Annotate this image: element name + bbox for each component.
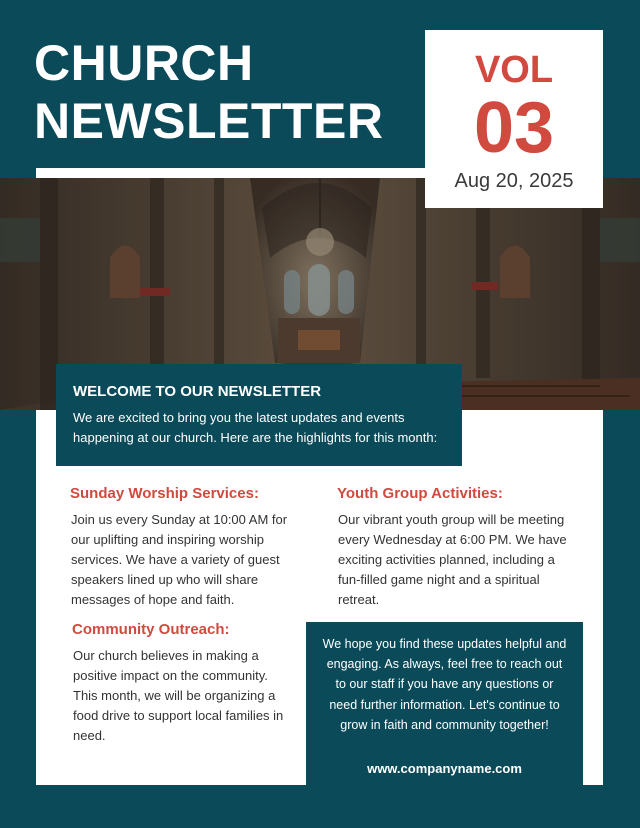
closing-message: We hope you find these updates helpful and engaging. As always, feel free to reach out to our staff if you have any questions or need further information. Let's continue to grow in faith and community together! bbox=[322, 637, 567, 732]
header-divider-edge bbox=[0, 168, 36, 178]
title-line-1: CHURCH bbox=[34, 35, 254, 91]
worship-heading: Sunday Worship Services: bbox=[70, 485, 259, 502]
welcome-box bbox=[56, 364, 462, 466]
title-line-2: NEWSLETTER bbox=[34, 93, 384, 149]
welcome-body: We are excited to bring you the latest updates and events happening at our church. Here are the highlights for this month: bbox=[73, 410, 438, 445]
welcome-heading: WELCOME TO OUR NEWSLETTER bbox=[73, 383, 322, 400]
volume-label: VOL bbox=[474, 49, 554, 91]
outreach-body: Our church believes in making a positive impact on the community. This month, we will be organizing a food drive to support local families in need. bbox=[73, 648, 284, 743]
website-link[interactable]: www.companyname.com bbox=[367, 761, 522, 776]
newsletter-title bbox=[34, 34, 383, 150]
volume-box bbox=[425, 30, 603, 208]
worship-body: Join us every Sunday at 10:00 AM for our uplifting and inspiring worship services. We have a variety of guest speakers lined up who will share messages of hope and faith. bbox=[71, 512, 288, 607]
youth-body: Our vibrant youth group will be meeting every Wednesday at 6:00 PM. We have exciting activities planned, including a fun-filled game night and a spiritual retreat. bbox=[338, 512, 567, 607]
outreach-heading: Community Outreach: bbox=[72, 621, 230, 638]
closing-box bbox=[306, 622, 583, 785]
volume-number: 03 bbox=[473, 88, 555, 168]
youth-heading: Youth Group Activities: bbox=[337, 485, 503, 502]
issue-date: Aug 20, 2025 bbox=[454, 170, 574, 192]
header-divider bbox=[0, 168, 425, 178]
